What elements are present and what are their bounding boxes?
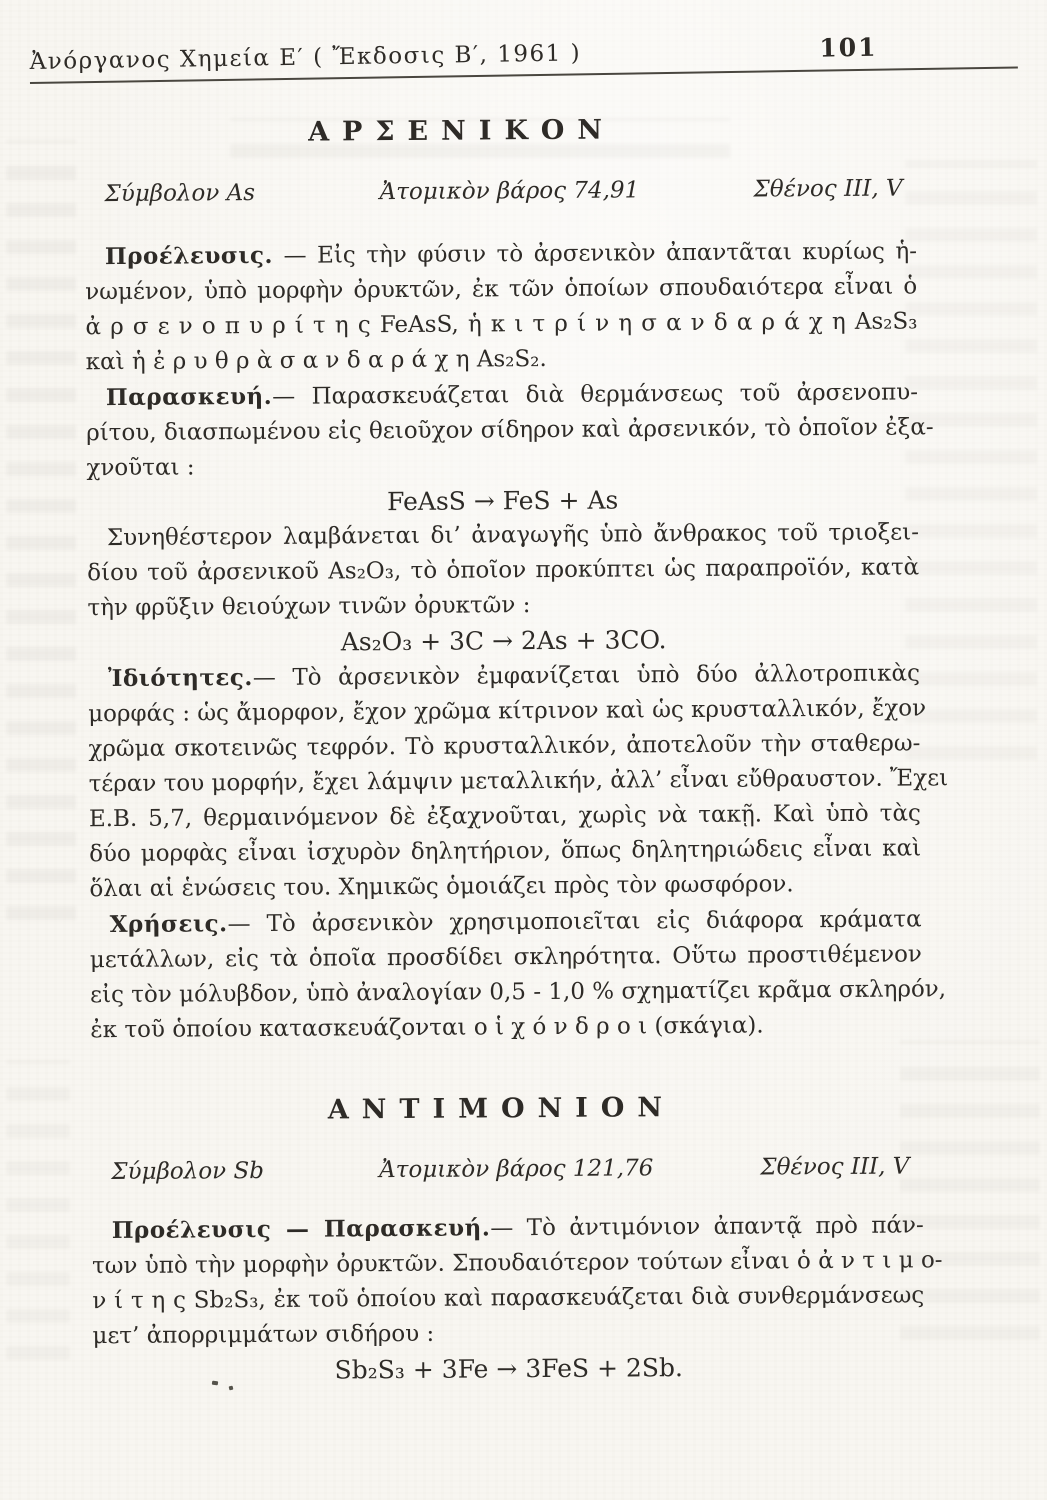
paragraph xyxy=(91,1207,943,1354)
text-line: νωμένον, ὑπὸ μορφὴν ὀρυκτῶν, ἐκ τῶν ὁποίων σπουδαιότερα εἶναι ὁ xyxy=(85,273,918,306)
chemical-equation: FeAsS → FeS + As xyxy=(386,485,619,517)
text-line: δύο μορφὰς εἶναι ἰσχυρὸν δηλητήριον, ὅπως δηλητηριώδεις εἶναι καὶ xyxy=(89,835,922,868)
paragraph xyxy=(87,515,920,626)
section-title: ΑΡΣΕΝΙΚΟΝ xyxy=(308,114,616,148)
text-line: Ε.Β. 5,7, θερμαινόμενον δὲ ἐξαχνοῦται, χωρὶς νὰ τακῇ. Καὶ ὑπὸ τὰς xyxy=(88,800,921,833)
text-line: Χρήσεις.— Τὸ ἀρσενικὸν χρησιμοποιεῖται εἰς διάφορα κράματα xyxy=(109,906,922,939)
text-line: Παρασκευή.— Παρασκευάζεται διὰ θερμάνσεως τοῦ ἀρσενοπυ- xyxy=(105,379,919,412)
text-line: μετάλλων, εἰς τὰ ὁποῖα προσδίδει σκληρότητα. Οὕτω προστιθέμενον xyxy=(89,941,922,974)
section-title: ΑΝΤΙΜΟΝΙΟΝ xyxy=(327,1092,676,1126)
text-line: ν ί τ η ς Sb₂S₃, ἐκ τοῦ ὁποίου καὶ παρασκευάζεται διὰ συνθερμάνσεως xyxy=(92,1282,925,1315)
text-line: Ἰδιότητες.— Τὸ ἀρσενικὸν ἐμφανίζεται ὑπὸ δύο ἀλλοτροπικὰς xyxy=(107,660,920,693)
paragraph xyxy=(88,655,949,907)
valence: Σθένος III, V xyxy=(753,175,903,203)
section-text xyxy=(85,233,949,1048)
text-line: καὶ ἡ ἐ ρ υ θ ρ ὰ σ α ν δ α ρ ά χ η As₂S₂. xyxy=(85,345,547,376)
paragraph xyxy=(86,374,934,486)
paragraph-lead: Προέλευσις. xyxy=(104,241,274,271)
text-line: χρῶμα σκοτεινῶς τεφρόν. Τὸ κρυσταλλικόν, ἀποτελοῦν τὴν σταθερω- xyxy=(88,730,921,763)
valence: Σθένος III, V xyxy=(760,1153,910,1181)
section-arsenic xyxy=(84,112,949,1048)
text-line: ρίτου, διασπωμένου εἰς θειοῦχον σίδηρον καὶ ἀρσενικόν, τὸ ὁποῖον ἐξα- xyxy=(86,414,934,447)
paragraph-lead: Παρασκευή. xyxy=(105,382,273,412)
element-info-row xyxy=(91,1151,923,1187)
bleed-through-ghost-text xyxy=(905,160,1037,760)
text-line: τέραν του μορφήν, ἔχει λάμψιν μεταλλικήν, ἀλλ’ εἶναι εὔθραυστον. Ἔχει xyxy=(88,765,949,798)
text-line: τὴν φρῦξιν θειούχων τινῶν ὀρυκτῶν : xyxy=(87,592,531,622)
paragraph xyxy=(89,901,947,1048)
paragraph-lead: Χρήσεις. xyxy=(109,910,228,939)
text-line: ἐκ τοῦ ὁποίου κατασκευάζονται ο ἱ χ ό ν δ ρ ο ι (σκάγια). xyxy=(90,1012,764,1044)
atomic-weight: Ἀτομικὸν βάρος 121,76 xyxy=(379,1155,654,1184)
text-line: Προέλευσις — Παρασκευή.— Τὸ ἀντιμόνιον ἀπαντᾷ πρὸ πάν- xyxy=(111,1212,924,1245)
chemical-equation: As₂O₃ + 3C → 2As + 3CO. xyxy=(340,625,667,657)
section-antimony xyxy=(91,1090,943,1389)
bleed-through-ghost-text xyxy=(6,140,76,920)
atomic-weight: Ἀτομικὸν βάρος 74,91 xyxy=(379,177,640,206)
paragraph-lead: Ἰδιότητες. xyxy=(107,664,253,693)
text-line: μετ’ ἀπορριμμάτων σιδήρου : xyxy=(92,1320,435,1350)
paragraph xyxy=(85,233,918,380)
text-line: μορφάς : ὡς ἄμορφον, ἔχον χρῶμα κίτρινον καὶ ὡς κρυσταλλικόν, ἔχον xyxy=(88,695,927,728)
text-line: εἰς τὸν μόλυβδον, ὑπὸ ἀναλογίαν 0,5 - 1,0 % σχηματίζει κρᾶμα σκληρόν, xyxy=(90,976,947,1009)
scan-speck xyxy=(212,1381,218,1386)
text-line: χνοῦται : xyxy=(86,454,195,482)
page-number: 101 xyxy=(819,32,878,63)
element-symbol: Σύμβολον Sb xyxy=(111,1157,265,1186)
scan-speck xyxy=(229,1386,234,1391)
text-line: ὅλαι αἱ ἑνώσεις του. Χημικῶς ὁμοιάζει πρὸς τὸν φωσφόρον. xyxy=(89,871,794,903)
chemical-equation: Sb₂S₃ + 3Fe → 3FeS + 2Sb. xyxy=(334,1353,683,1385)
text-line: Προέλευσις. — Εἰς τὴν φύσιν τὸ ἀρσενικὸν ἀπαντᾶται κυρίως ἡ- xyxy=(104,238,918,271)
section-text xyxy=(91,1207,943,1389)
element-info-row xyxy=(84,173,916,209)
bleed-through-ghost-text xyxy=(6,1060,70,1360)
paragraph-lead: Προέλευσις — Παρασκευή. xyxy=(111,1214,491,1245)
page-body xyxy=(83,0,949,1389)
text-line: Συνηθέστερον λαμβάνεται δι’ ἀναγωγῆς ὑπὸ ἄνθρακος τοῦ τριοξει- xyxy=(106,519,920,552)
text-line: ἀ ρ σ ε ν ο π υ ρ ί τ η ς FeAsS, ἡ κ ι τ ρ ί ν η σ α ν δ α ρ ά χ η As₂S₃ xyxy=(85,308,918,341)
text-line: των ὑπὸ τὴν μορφὴν ὀρυκτῶν. Σπουδαιότερον τούτων εἶναι ὁ ἀ ν τ ι μ ο- xyxy=(91,1247,943,1280)
element-symbol: Σύμβολον As xyxy=(104,180,256,208)
text-line: δίου τοῦ ἀρσενικοῦ As₂O₃, τὸ ὁποῖον προκύπτει ὡς παραπροϊόν, κατὰ xyxy=(87,554,920,587)
book-title: Ἀνόργανος Χημεία Ε′ ( Ἔκδοσις Β′, 1961 ) xyxy=(29,40,582,76)
